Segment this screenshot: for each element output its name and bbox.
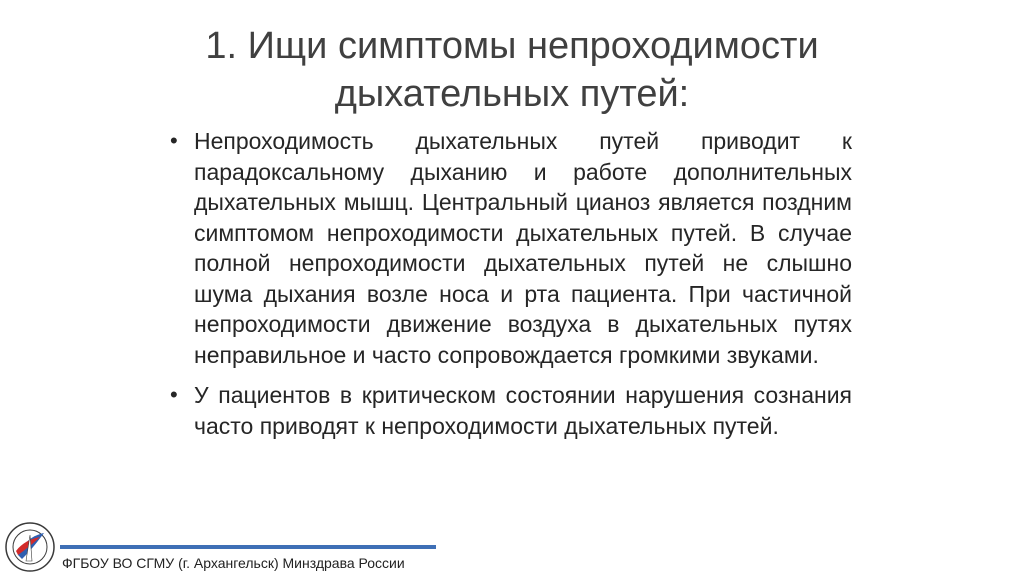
footer-divider bbox=[60, 545, 436, 549]
bullet-item bbox=[168, 126, 852, 370]
bullet-text: Непроходимость дыхательных путей приводит к парадоксальному дыханию и работе дополнительных дыхательных мышц. Центральный цианоз является поздним симптомом непроходимости дыхательных путей. В случае полной непроходимости дыхательных путей не слышно шума дыхания возле носа и рта пациента. При частичной непроходимости движение воздуха в дыхательных путях неправильное и часто сопровождается громкими звуками. bbox=[194, 128, 852, 368]
university-emblem-icon bbox=[4, 521, 56, 573]
footer-institution-text: ФГБОУ ВО СГМУ (г. Архангельск) Минздрава России bbox=[62, 555, 405, 571]
bullet-item bbox=[168, 380, 852, 441]
bullet-text: У пациентов в критическом состоянии нарушения сознания часто приводят к непроходимости дыхательных путей. bbox=[194, 382, 852, 439]
slide-title: 1. Ищи симптомы непроходимости дыхательных путей: bbox=[205, 25, 819, 115]
bullet-icon: • bbox=[170, 382, 178, 407]
bullet-list bbox=[168, 126, 852, 451]
bullet-icon: • bbox=[170, 128, 178, 153]
